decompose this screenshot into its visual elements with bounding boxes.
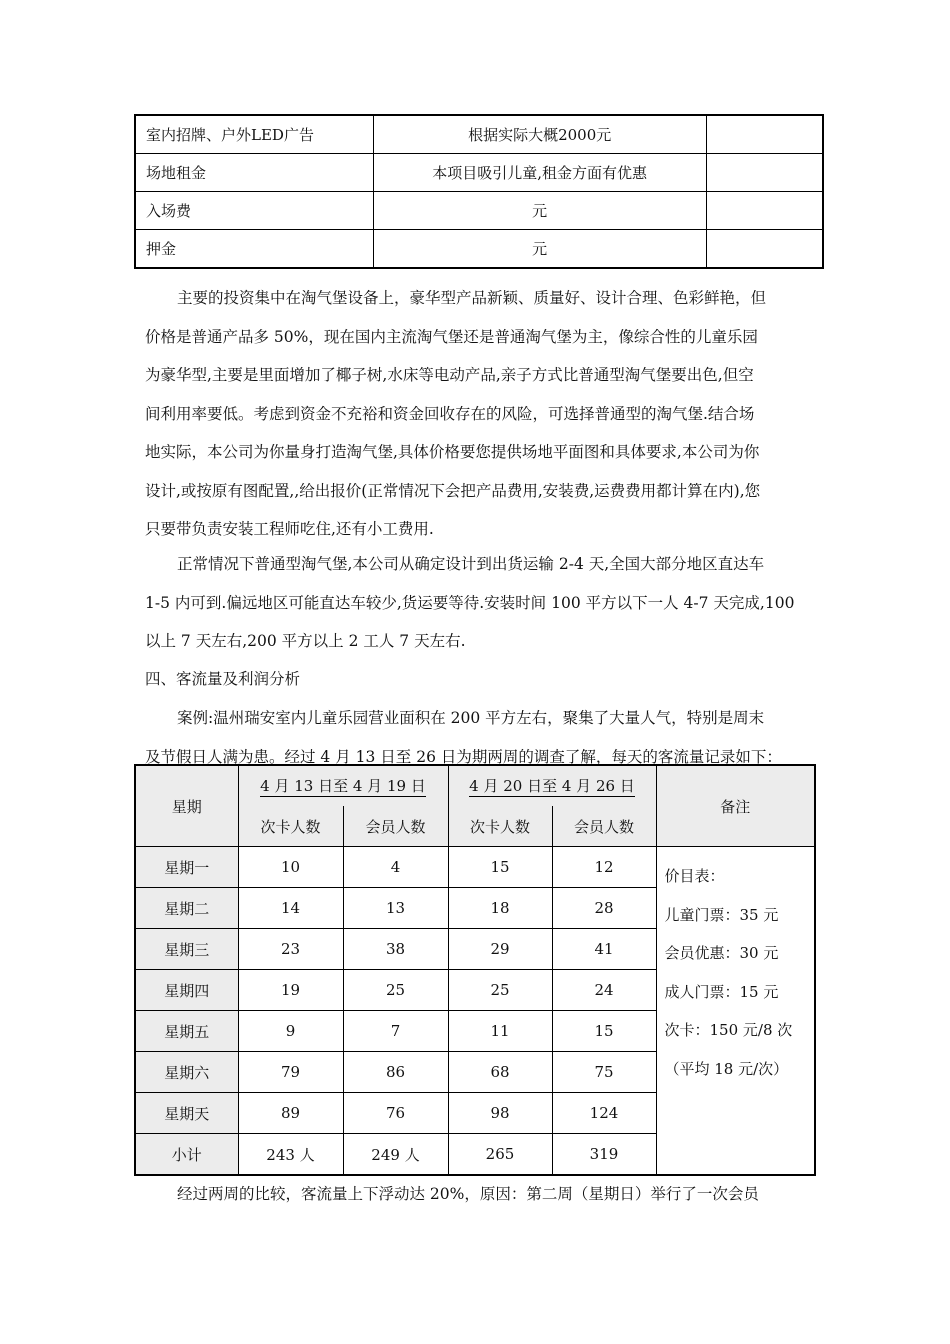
cost-item: 室内招牌、户外LED广告: [135, 115, 373, 154]
price-note: [656, 847, 815, 1176]
value-cell: 18: [448, 888, 552, 929]
table-row: [135, 230, 823, 269]
header-w1-member: 会员人数: [343, 806, 448, 847]
day-cell: 星期三: [135, 929, 238, 970]
note-line: 次卡：150 元/8 次: [664, 1021, 793, 1039]
day-cell: 星期四: [135, 970, 238, 1011]
heading-text: 四、客流量及利润分析: [145, 670, 301, 688]
value-cell: 98: [448, 1093, 552, 1134]
comparison-paragraph: [145, 1175, 810, 1214]
cost-note: [706, 154, 823, 192]
value-cell: 319: [552, 1134, 656, 1176]
value-cell: 4: [343, 847, 448, 888]
text-line: 及节假日人满为患。经过 4 月 13 日至 26 日为期两周的调查了解，每天的客流量记录如下：: [145, 747, 782, 766]
week2-label: 4 月 20 日至 4 月 26 日: [469, 777, 635, 795]
value-cell: 11: [448, 1011, 552, 1052]
week1-label: 4 月 13 日至 4 月 19 日: [260, 777, 426, 795]
note-line: 会员优惠：30 元: [664, 944, 779, 962]
header-w2-member: 会员人数: [552, 806, 656, 847]
value-cell: 10: [238, 847, 343, 888]
value-cell: 15: [552, 1011, 656, 1052]
table-header-row: [135, 765, 815, 806]
text-line: 案例:温州瑞安室内儿童乐园营业面积在 200 平方左右，聚集了大量人气，特别是周末: [177, 709, 765, 727]
value-cell: 19: [238, 970, 343, 1011]
value-cell: 23: [238, 929, 343, 970]
text-line: 只要带负责安装工程师吃住,还有小工费用.: [145, 520, 434, 538]
section-heading: [145, 660, 810, 699]
value-cell: 124: [552, 1093, 656, 1134]
value-cell: 12: [552, 847, 656, 888]
cost-desc: 根据实际大概2000元: [373, 115, 706, 154]
header-w2-card: 次卡人数: [448, 806, 552, 847]
text-line: 经过两周的比较，客流量上下浮动达 20%，原因：第二周（星期日）举行了一次会员: [177, 1185, 759, 1203]
cost-desc: 元: [373, 192, 706, 230]
day-cell: 星期天: [135, 1093, 238, 1134]
text-line: 主要的投资集中在淘气堡设备上，豪华型产品新颖、质量好、设计合理、色彩鲜艳，但: [177, 289, 767, 307]
day-cell: 星期五: [135, 1011, 238, 1052]
text-line: 为豪华型,主要是里面增加了椰子树,水床等电动产品,亲子方式比普通型淘气堡要出色,但空: [145, 366, 754, 384]
value-cell: 243 人: [238, 1134, 343, 1176]
value-cell: 24: [552, 970, 656, 1011]
value-cell: 28: [552, 888, 656, 929]
value-cell: 25: [343, 970, 448, 1011]
text-line: 以上 7 天左右,200 平方以上 2 工人 7 天左右.: [145, 632, 466, 650]
value-cell: 75: [552, 1052, 656, 1093]
table-row: [135, 192, 823, 230]
value-cell: 79: [238, 1052, 343, 1093]
value-cell: 29: [448, 929, 552, 970]
value-cell: 76: [343, 1093, 448, 1134]
value-cell: 15: [448, 847, 552, 888]
day-cell: 星期二: [135, 888, 238, 929]
investment-paragraph: [145, 279, 810, 549]
value-cell: 25: [448, 970, 552, 1011]
text-line: 1-5 内可到.偏远地区可能直达车较少,货运要等待.安装时间 100 平方以下一人 4-7 天完成,100: [145, 593, 795, 612]
text-line: 地实际，本公司为你量身打造淘气堡,具体价格要您提供场地平面图和具体要求,本公司为你: [145, 443, 760, 461]
value-cell: 9: [238, 1011, 343, 1052]
cost-note: [706, 115, 823, 154]
value-cell: 68: [448, 1052, 552, 1093]
header-week2: [448, 765, 656, 806]
text-line: 间利用率要低。考虑到资金不充裕和资金回收存在的风险，可选择普通型的淘气堡.结合场: [145, 404, 755, 423]
text-line: 设计,或按原有图配置,,给出报价(正常情况下会把产品费用,安装费,运费费用都计算在内),您: [145, 481, 761, 500]
note-line: 儿童门票：35 元: [664, 905, 779, 924]
value-cell: 249 人: [343, 1134, 448, 1176]
note-line: 价目表：: [664, 867, 725, 885]
header-w1-card: 次卡人数: [238, 806, 343, 847]
header-note: 备注: [656, 765, 815, 847]
note-line: （平均 18 元/次）: [664, 1059, 789, 1078]
value-cell: 86: [343, 1052, 448, 1093]
day-cell: 星期六: [135, 1052, 238, 1093]
cost-desc: 元: [373, 230, 706, 269]
subtotal-label: 小计: [135, 1134, 238, 1176]
cost-item: 场地租金: [135, 154, 373, 192]
table-row: [135, 847, 815, 888]
header-week1: [238, 765, 448, 806]
cost-desc: 本项目吸引儿童,租金方面有优惠: [373, 154, 706, 192]
note-line: 成人门票：15 元: [664, 982, 779, 1001]
day-cell: 星期一: [135, 847, 238, 888]
table-row: [135, 154, 823, 192]
value-cell: 14: [238, 888, 343, 929]
header-day: 星期: [135, 765, 238, 847]
table-row: [135, 115, 823, 154]
cost-item: 入场费: [135, 192, 373, 230]
value-cell: 7: [343, 1011, 448, 1052]
cost-note: [706, 230, 823, 269]
value-cell: 13: [343, 888, 448, 929]
value-cell: 41: [552, 929, 656, 970]
cost-note: [706, 192, 823, 230]
cost-item: 押金: [135, 230, 373, 269]
text-line: 正常情况下普通型淘气堡,本公司从确定设计到出货运输 2-4 天,全国大部分地区直达车: [177, 555, 765, 573]
value-cell: 38: [343, 929, 448, 970]
delivery-paragraph: [145, 545, 810, 661]
value-cell: 89: [238, 1093, 343, 1134]
text-line: 价格是普通产品多 50%，现在国内主流淘气堡还是普通淘气堡为主，像综合性的儿童乐园: [145, 327, 758, 346]
cost-table: [134, 114, 824, 269]
value-cell: 265: [448, 1134, 552, 1176]
customer-traffic-table: [134, 764, 816, 1176]
